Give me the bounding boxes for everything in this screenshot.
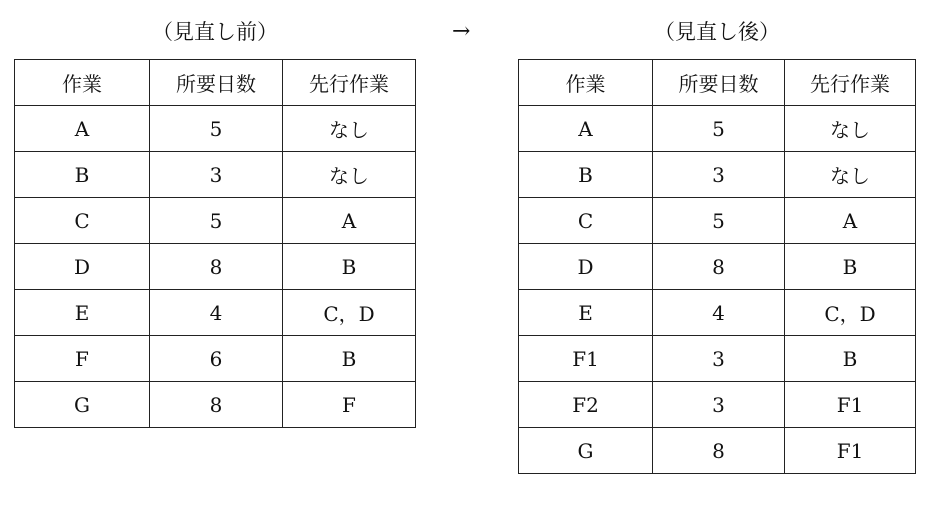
after-table-caption: （見直し後） [654, 20, 780, 44]
arrow-symbol: → [452, 19, 471, 44]
table-row [15, 106, 416, 152]
cell-predecessor: B [785, 244, 916, 290]
cell-predecessor: C，D [785, 290, 916, 336]
table-row [15, 382, 416, 428]
cell-task: E [15, 290, 150, 336]
cell-duration: 5 [150, 106, 283, 152]
cell-predecessor: F1 [785, 382, 916, 428]
cell-predecessor: F [283, 382, 416, 428]
table-row [519, 106, 916, 152]
cell-task: E [519, 290, 653, 336]
before-header-row [15, 60, 416, 106]
cell-task: G [15, 382, 150, 428]
header-task: 作業 [519, 60, 653, 106]
cell-duration: 5 [653, 198, 785, 244]
cell-predecessor: なし [283, 106, 416, 152]
cell-task: D [15, 244, 150, 290]
table-row [15, 198, 416, 244]
cell-task: A [15, 106, 150, 152]
table-row [15, 244, 416, 290]
cell-task: C [519, 198, 653, 244]
cell-duration: 6 [150, 336, 283, 382]
cell-duration: 3 [150, 152, 283, 198]
after-table-body [519, 106, 916, 474]
cell-predecessor: A [283, 198, 416, 244]
table-row [15, 290, 416, 336]
cell-duration: 3 [653, 152, 785, 198]
cell-task: F [15, 336, 150, 382]
cell-duration: 5 [653, 106, 785, 152]
table-row [519, 152, 916, 198]
cell-predecessor: なし [283, 152, 416, 198]
after-table [518, 59, 916, 474]
cell-duration: 4 [150, 290, 283, 336]
cell-duration: 5 [150, 198, 283, 244]
cell-predecessor: F1 [785, 428, 916, 474]
cell-predecessor: B [283, 336, 416, 382]
cell-predecessor: B [785, 336, 916, 382]
cell-duration: 8 [150, 382, 283, 428]
table-row [519, 428, 916, 474]
cell-duration: 4 [653, 290, 785, 336]
table-row [519, 290, 916, 336]
cell-task: F1 [519, 336, 653, 382]
cell-predecessor: A [785, 198, 916, 244]
cell-duration: 8 [150, 244, 283, 290]
after-header-row [519, 60, 916, 106]
header-predecessor: 先行作業 [785, 60, 916, 106]
table-row [519, 198, 916, 244]
table-row [519, 244, 916, 290]
cell-task: B [15, 152, 150, 198]
before-table [14, 59, 416, 428]
cell-predecessor: なし [785, 106, 916, 152]
header-predecessor: 先行作業 [283, 60, 416, 106]
table-row [15, 336, 416, 382]
cell-task: F2 [519, 382, 653, 428]
before-table-caption: （見直し前） [152, 20, 278, 44]
header-duration: 所要日数 [653, 60, 785, 106]
cell-duration: 8 [653, 244, 785, 290]
cell-task: C [15, 198, 150, 244]
table-row [519, 336, 916, 382]
header-task: 作業 [15, 60, 150, 106]
cell-task: G [519, 428, 653, 474]
cell-predecessor: なし [785, 152, 916, 198]
cell-predecessor: C，D [283, 290, 416, 336]
cell-predecessor: B [283, 244, 416, 290]
cell-task: D [519, 244, 653, 290]
before-table-body [15, 106, 416, 428]
cell-duration: 3 [653, 336, 785, 382]
cell-duration: 8 [653, 428, 785, 474]
cell-task: B [519, 152, 653, 198]
header-duration: 所要日数 [150, 60, 283, 106]
table-row [519, 382, 916, 428]
cell-task: A [519, 106, 653, 152]
table-row [15, 152, 416, 198]
cell-duration: 3 [653, 382, 785, 428]
